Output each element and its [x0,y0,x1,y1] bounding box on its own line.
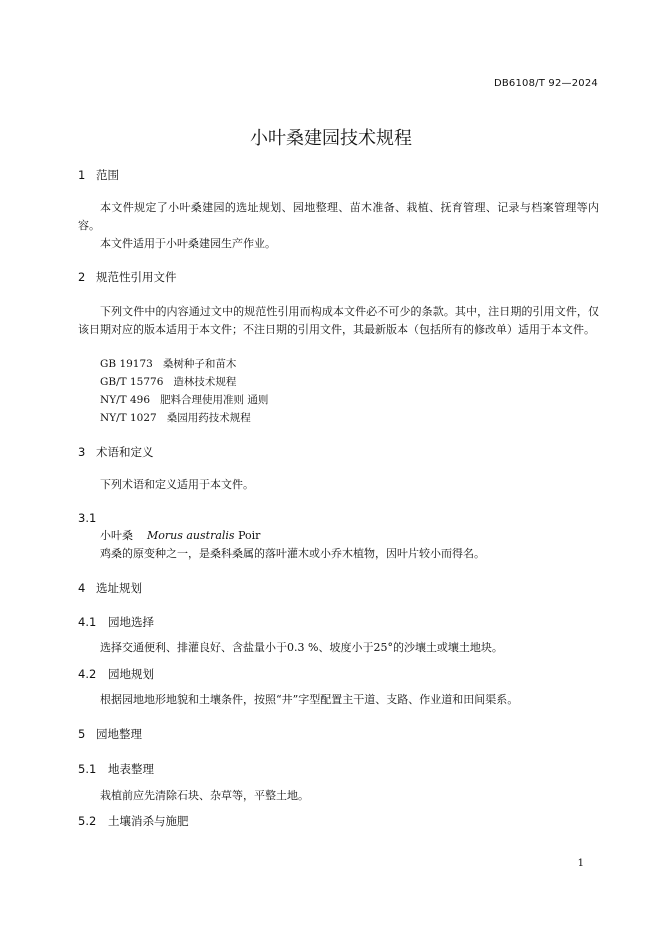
subsection-title: 园地选择 [108,615,154,629]
reference-name: 桑园用药技术规程 [166,412,251,424]
subsection-4-1-text: 选择交通便利、排灌良好、含盐量小于0.3 %、坡度小于25°的沙壤土或壤土地块。 [100,641,503,654]
document-title: 小叶桑建园技术规程 [250,128,412,149]
reference-name: 造林技术规程 [173,376,237,388]
reference-item [100,356,236,371]
subsection-title: 园地规划 [108,667,154,681]
section-3-paragraph-1: 下列术语和定义适用于本文件。 [100,478,254,491]
term-latin-name: Morus australis [147,529,235,542]
subsection-5-1-heading [78,761,154,777]
reference-item [100,410,251,425]
subsection-number: 4.1 [78,615,97,629]
reference-item [100,392,268,407]
section-5-heading [78,726,142,742]
section-title: 范围 [96,168,119,182]
subsection-5-1-text: 栽植前应先清除石块、杂草等，平整土地。 [100,789,309,802]
section-2-paragraph-1: 下列文件中的内容通过文中的规范性引用而构成本文件必不可少的条款。其中，注日期的引用文件，仅该日期对应的版本适用于本文件；不注日期的引用文件，其最新版本（包括所有的修改单）适用于本文件。 [78,305,599,336]
subsection-number: 5.1 [78,762,97,776]
section-title: 规范性引用文件 [96,270,177,284]
section-number: 4 [78,581,86,595]
subsection-4-1-heading [78,614,154,630]
term-entry [100,527,260,543]
term-number: 3.1 [78,511,97,525]
term-definition: 鸡桑的原变种之一，是桑科桑属的落叶灌木或小乔木植物，因叶片较小而得名。 [100,547,485,560]
subsection-number: 5.2 [78,814,97,828]
page-number: 1 [577,858,584,869]
reference-name: 肥料合理使用准则 通则 [160,394,269,406]
section-4-heading [78,580,142,596]
reference-code: GB/T 15776 [100,376,164,388]
section-number: 1 [78,168,86,182]
subsection-5-2-heading [78,813,189,829]
section-2-heading [78,269,177,285]
subsection-4-2-text: 根据园地地形地貌和土壤条件，按照“井”字型配置主干道、支路、作业道和田间渠系。 [100,693,519,706]
section-1-heading [78,167,119,183]
section-title: 园地整理 [96,727,142,741]
section-title: 选址规划 [96,581,142,595]
reference-code: NY/T 496 [100,394,151,406]
subsection-title: 土壤消杀与施肥 [108,814,189,828]
subsection-number: 4.2 [78,667,97,681]
reference-item [100,374,236,389]
section-1-paragraph-1: 本文件规定了小叶桑建园的选址规划、园地整理、苗木准备、栽植、抚育管理、记录与档案管理等内容。 [78,201,599,232]
subsection-4-2-heading [78,666,154,682]
reference-name: 桑树种子和苗木 [162,358,237,370]
section-number: 5 [78,727,86,741]
subsection-title: 地表整理 [108,762,154,776]
section-number: 2 [78,270,86,284]
term-author: Poir [238,529,261,542]
section-1-paragraph-2: 本文件适用于小叶桑建园生产作业。 [100,237,276,250]
document-code: DB6108/T 92—2024 [493,78,598,89]
term-chinese: 小叶桑 [100,529,133,542]
section-number: 3 [78,445,86,459]
reference-code: GB 19173 [100,358,153,370]
reference-code: NY/T 1027 [100,412,157,424]
section-3-heading [78,444,154,460]
section-title: 术语和定义 [96,445,154,459]
